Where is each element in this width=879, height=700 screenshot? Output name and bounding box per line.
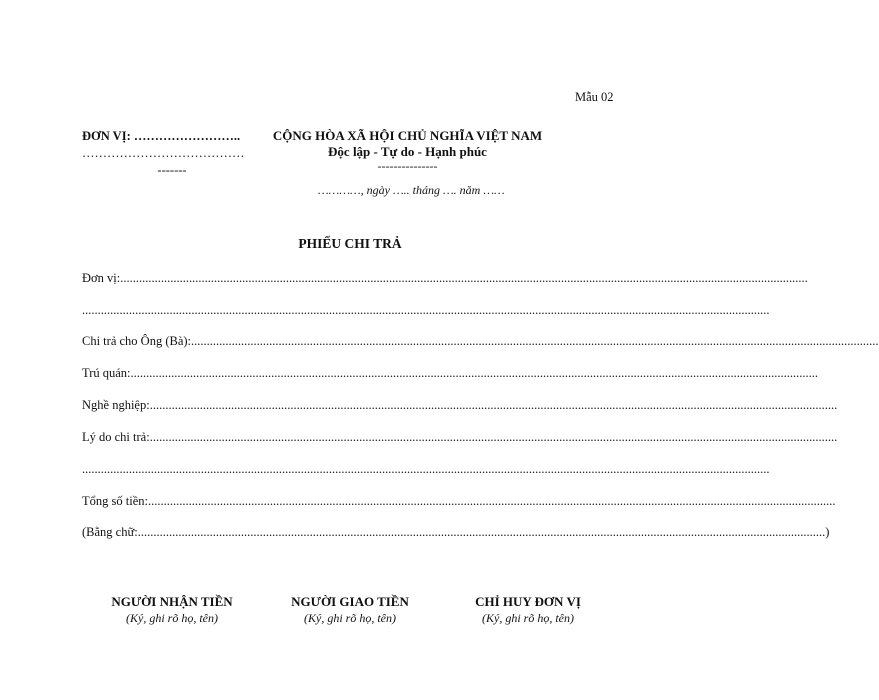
signature-role: NGƯỜI GIAO TIỀN xyxy=(291,594,409,609)
fill-in-dots: ............................................................................................................................................................................................................................ xyxy=(149,398,838,412)
field-label: Đơn vị: xyxy=(82,271,121,285)
field-payment-reason xyxy=(82,430,838,445)
fill-in-dots: ............................................................................................................................................................................................................................ xyxy=(120,271,808,285)
signature-role: CHỈ HUY ĐƠN VỊ xyxy=(475,594,581,609)
unit-name-line: ĐƠN VỊ: …………………….. xyxy=(82,129,241,143)
unit-name-continuation: ………………………………… xyxy=(82,146,245,160)
date-line: …………, ngày ….. tháng …. năm …… xyxy=(318,183,505,197)
field-label: Tổng số tiền: xyxy=(82,494,148,508)
field-payee xyxy=(82,334,879,349)
field-label: (Bằng chữ: xyxy=(82,525,138,539)
fill-in-dots: ............................................................................................................................................................................................................................ xyxy=(191,334,879,348)
signature-receiver xyxy=(87,593,257,627)
signature-note: (Ký, ghi rõ họ, tên) xyxy=(126,611,218,625)
fill-in-dots: ............................................................................................................................................................................................................................ xyxy=(82,303,770,317)
republic-motto: Độc lập - Tự do - Hạnh phúc xyxy=(328,144,487,159)
signature-note: (Ký, ghi rõ họ, tên) xyxy=(304,611,396,625)
fill-in-dots: ............................................................................................................................................................................................................................ xyxy=(149,430,838,444)
fill-in-dots: ............................................................................................................................................................................................................................ xyxy=(137,525,826,539)
fill-in-dots: ............................................................................................................................................................................................................................ xyxy=(82,462,770,476)
document-title: PHIẾU CHI TRẢ xyxy=(298,236,402,251)
unit-header xyxy=(82,128,262,179)
field-occupation xyxy=(82,398,838,413)
field-amount-in-words xyxy=(82,525,830,540)
republic-name: CỘNG HÒA XÃ HỘI CHỦ NGHĨA VIỆT NAM xyxy=(272,128,543,143)
fill-in-dots: ............................................................................................................................................................................................................................ xyxy=(147,494,836,508)
field-label: Nghề nghiệp: xyxy=(82,398,150,412)
field-unit-continued xyxy=(82,303,770,318)
field-unit xyxy=(82,271,808,286)
form-code: Mẫu 02 xyxy=(575,90,614,104)
field-residence xyxy=(82,366,819,381)
field-label: Trú quán: xyxy=(82,366,131,380)
field-label: Lý do chi trả: xyxy=(82,430,150,444)
signature-payer xyxy=(265,593,435,627)
republic-header xyxy=(270,128,545,172)
republic-separator: --------------- xyxy=(377,159,438,173)
field-total-amount xyxy=(82,494,836,509)
field-label: Chi trả cho Ông (Bà): xyxy=(82,334,192,348)
signature-role: NGƯỜI NHẬN TIỀN xyxy=(111,594,233,609)
fill-in-dots: ............................................................................................................................................................................................................................ xyxy=(130,366,819,380)
closing-parenthesis: ) xyxy=(825,525,830,539)
unit-separator: ------- xyxy=(157,163,187,177)
signature-commander xyxy=(443,593,613,627)
field-reason-continued xyxy=(82,462,770,477)
signature-note: (Ký, ghi rõ họ, tên) xyxy=(482,611,574,625)
